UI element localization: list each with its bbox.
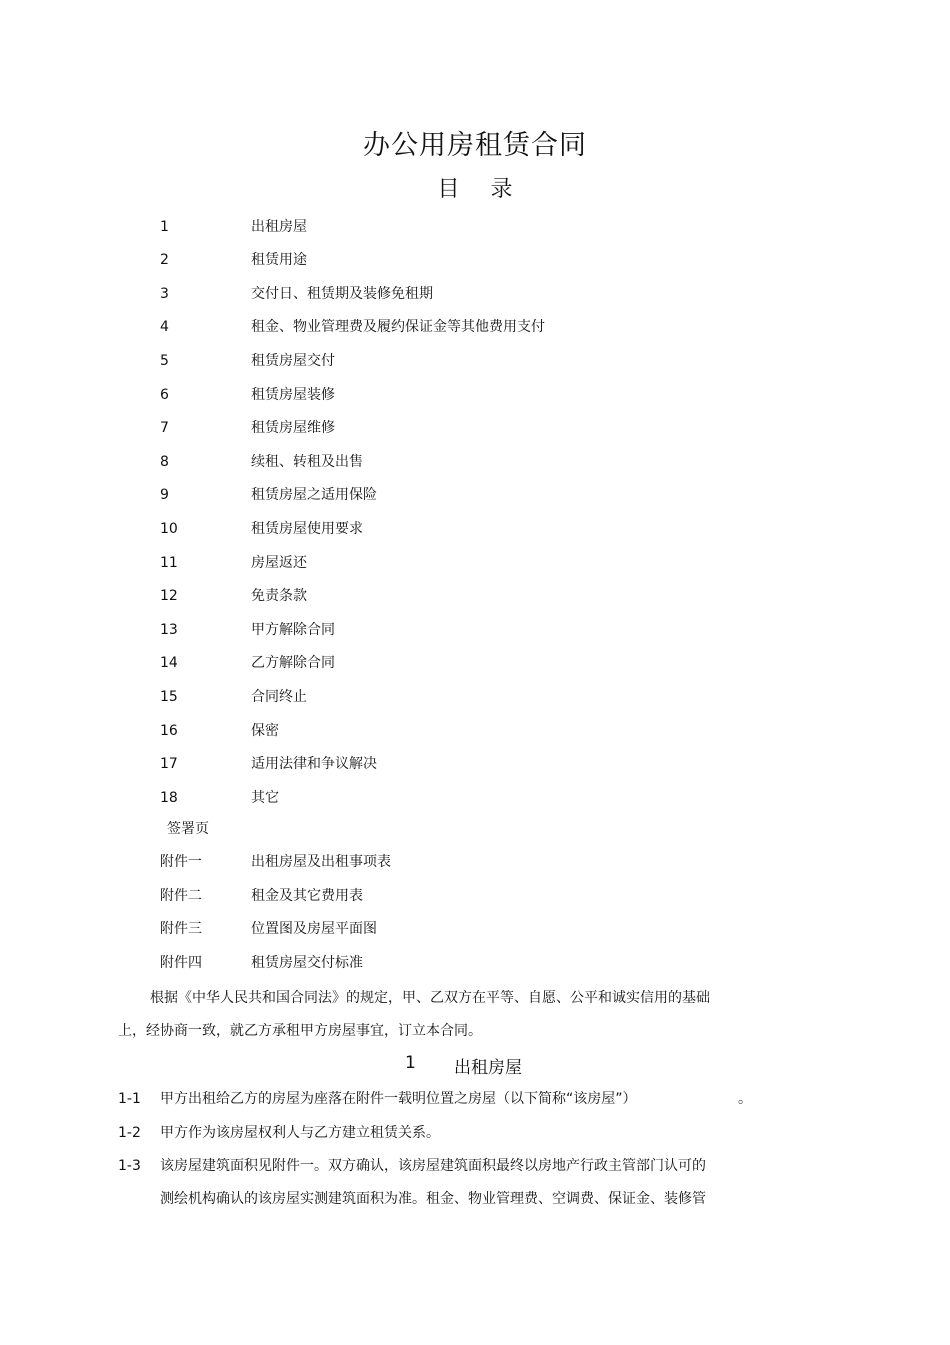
toc-item-label: 租赁用途 [251,252,307,268]
toc-item-label: 租赁房屋装修 [251,387,335,403]
clause-text: 测绘机构确认的该房屋实测建筑面积为准。租金、物业管理费、空调费、保证金、装修管 [160,1191,706,1207]
toc-item-label: 续租、转租及出售 [251,454,363,470]
toc-item-number: 8 [160,454,169,470]
document-title: 办公用房租赁合同 [363,130,587,161]
toc-item-label: 免责条款 [251,588,307,604]
toc-item-label: 乙方解除合同 [251,655,335,671]
toc-item-label: 甲方解除合同 [251,622,335,638]
toc-item-number: 2 [160,252,169,268]
toc-item-number: 17 [160,756,178,772]
annex-label: 租赁房屋交付标准 [251,955,363,971]
annex-number: 附件三 [160,921,202,937]
clause-text: 该房屋建筑面积见附件一。双方确认，该房屋建筑面积最终以房地产行政主管部门认可的 [160,1158,706,1174]
toc-item-number: 12 [160,588,178,604]
toc-item-number: 13 [160,622,178,638]
toc-item-number: 11 [160,555,178,571]
toc-item-number: 7 [160,420,169,436]
section-title: 出租房屋 [454,1058,522,1078]
toc-item-number: 16 [160,723,178,739]
toc-item-number: 14 [160,655,178,671]
clause-continuation [0,1189,800,1209]
preamble-line: 根据《中华人民共和国合同法》的规定，甲、乙双方在平等、自愿、公平和诚实信用的基础 [150,990,710,1006]
annex-number: 附件二 [160,888,202,904]
preamble-line: 上，经协商一致，就乙方承租甲方房屋事宜，订立本合同。 [118,1023,482,1039]
annex-number: 附件四 [160,955,202,971]
clause-number: 1-2 [118,1125,141,1141]
toc-item-label: 租赁房屋使用要求 [251,521,363,537]
clause-number: 1-1 [118,1091,141,1107]
toc-item-number: 6 [160,387,169,403]
toc-item-number: 5 [160,353,169,369]
annex-label: 出租房屋及出租事项表 [251,854,391,870]
toc-item-label: 其它 [251,790,279,806]
toc-item-label: 租赁房屋维修 [251,420,335,436]
clause-number: 1-3 [118,1158,141,1174]
clause [0,1156,800,1176]
toc-item-label: 合同终止 [251,689,307,705]
toc-item-label: 保密 [251,723,279,739]
toc-item-label: 交付日、租赁期及装修免租期 [251,286,433,302]
toc-item-label: 适用法律和争议解决 [251,756,377,772]
annex-label: 位置图及房屋平面图 [251,921,377,937]
toc-item-number: 3 [160,286,169,302]
toc-item-label: 租赁房屋之适用保险 [251,487,377,503]
toc-item-number: 15 [160,689,178,705]
toc-item-label: 租赁房屋交付 [251,353,335,369]
clause [0,1089,800,1109]
toc-item-number: 4 [160,319,169,335]
toc-item-number: 1 [160,219,169,235]
toc-item-label: 租金、物业管理费及履约保证金等其他费用支付 [251,319,545,335]
clause-text: 甲方作为该房屋权利人与乙方建立租赁关系。 [160,1125,440,1141]
clause [0,1123,800,1143]
annex-label: 租金及其它费用表 [251,888,363,904]
toc-item-number: 10 [160,521,178,537]
toc-item-label: 签署页 [167,821,209,837]
toc-heading: 目 录 [437,177,513,202]
section-number: 1 [405,1053,416,1073]
clause-tail: 。 [738,1091,752,1107]
toc-item-label: 房屋返还 [251,555,307,571]
toc-item-number: 18 [160,790,178,806]
clause-text: 甲方出租给乙方的房屋为座落在附件一载明位置之房屋（以下简称“该房屋”） [160,1091,637,1107]
annex-number: 附件一 [160,854,202,870]
toc-item-label: 出租房屋 [251,219,307,235]
toc-item-number: 9 [160,487,169,503]
